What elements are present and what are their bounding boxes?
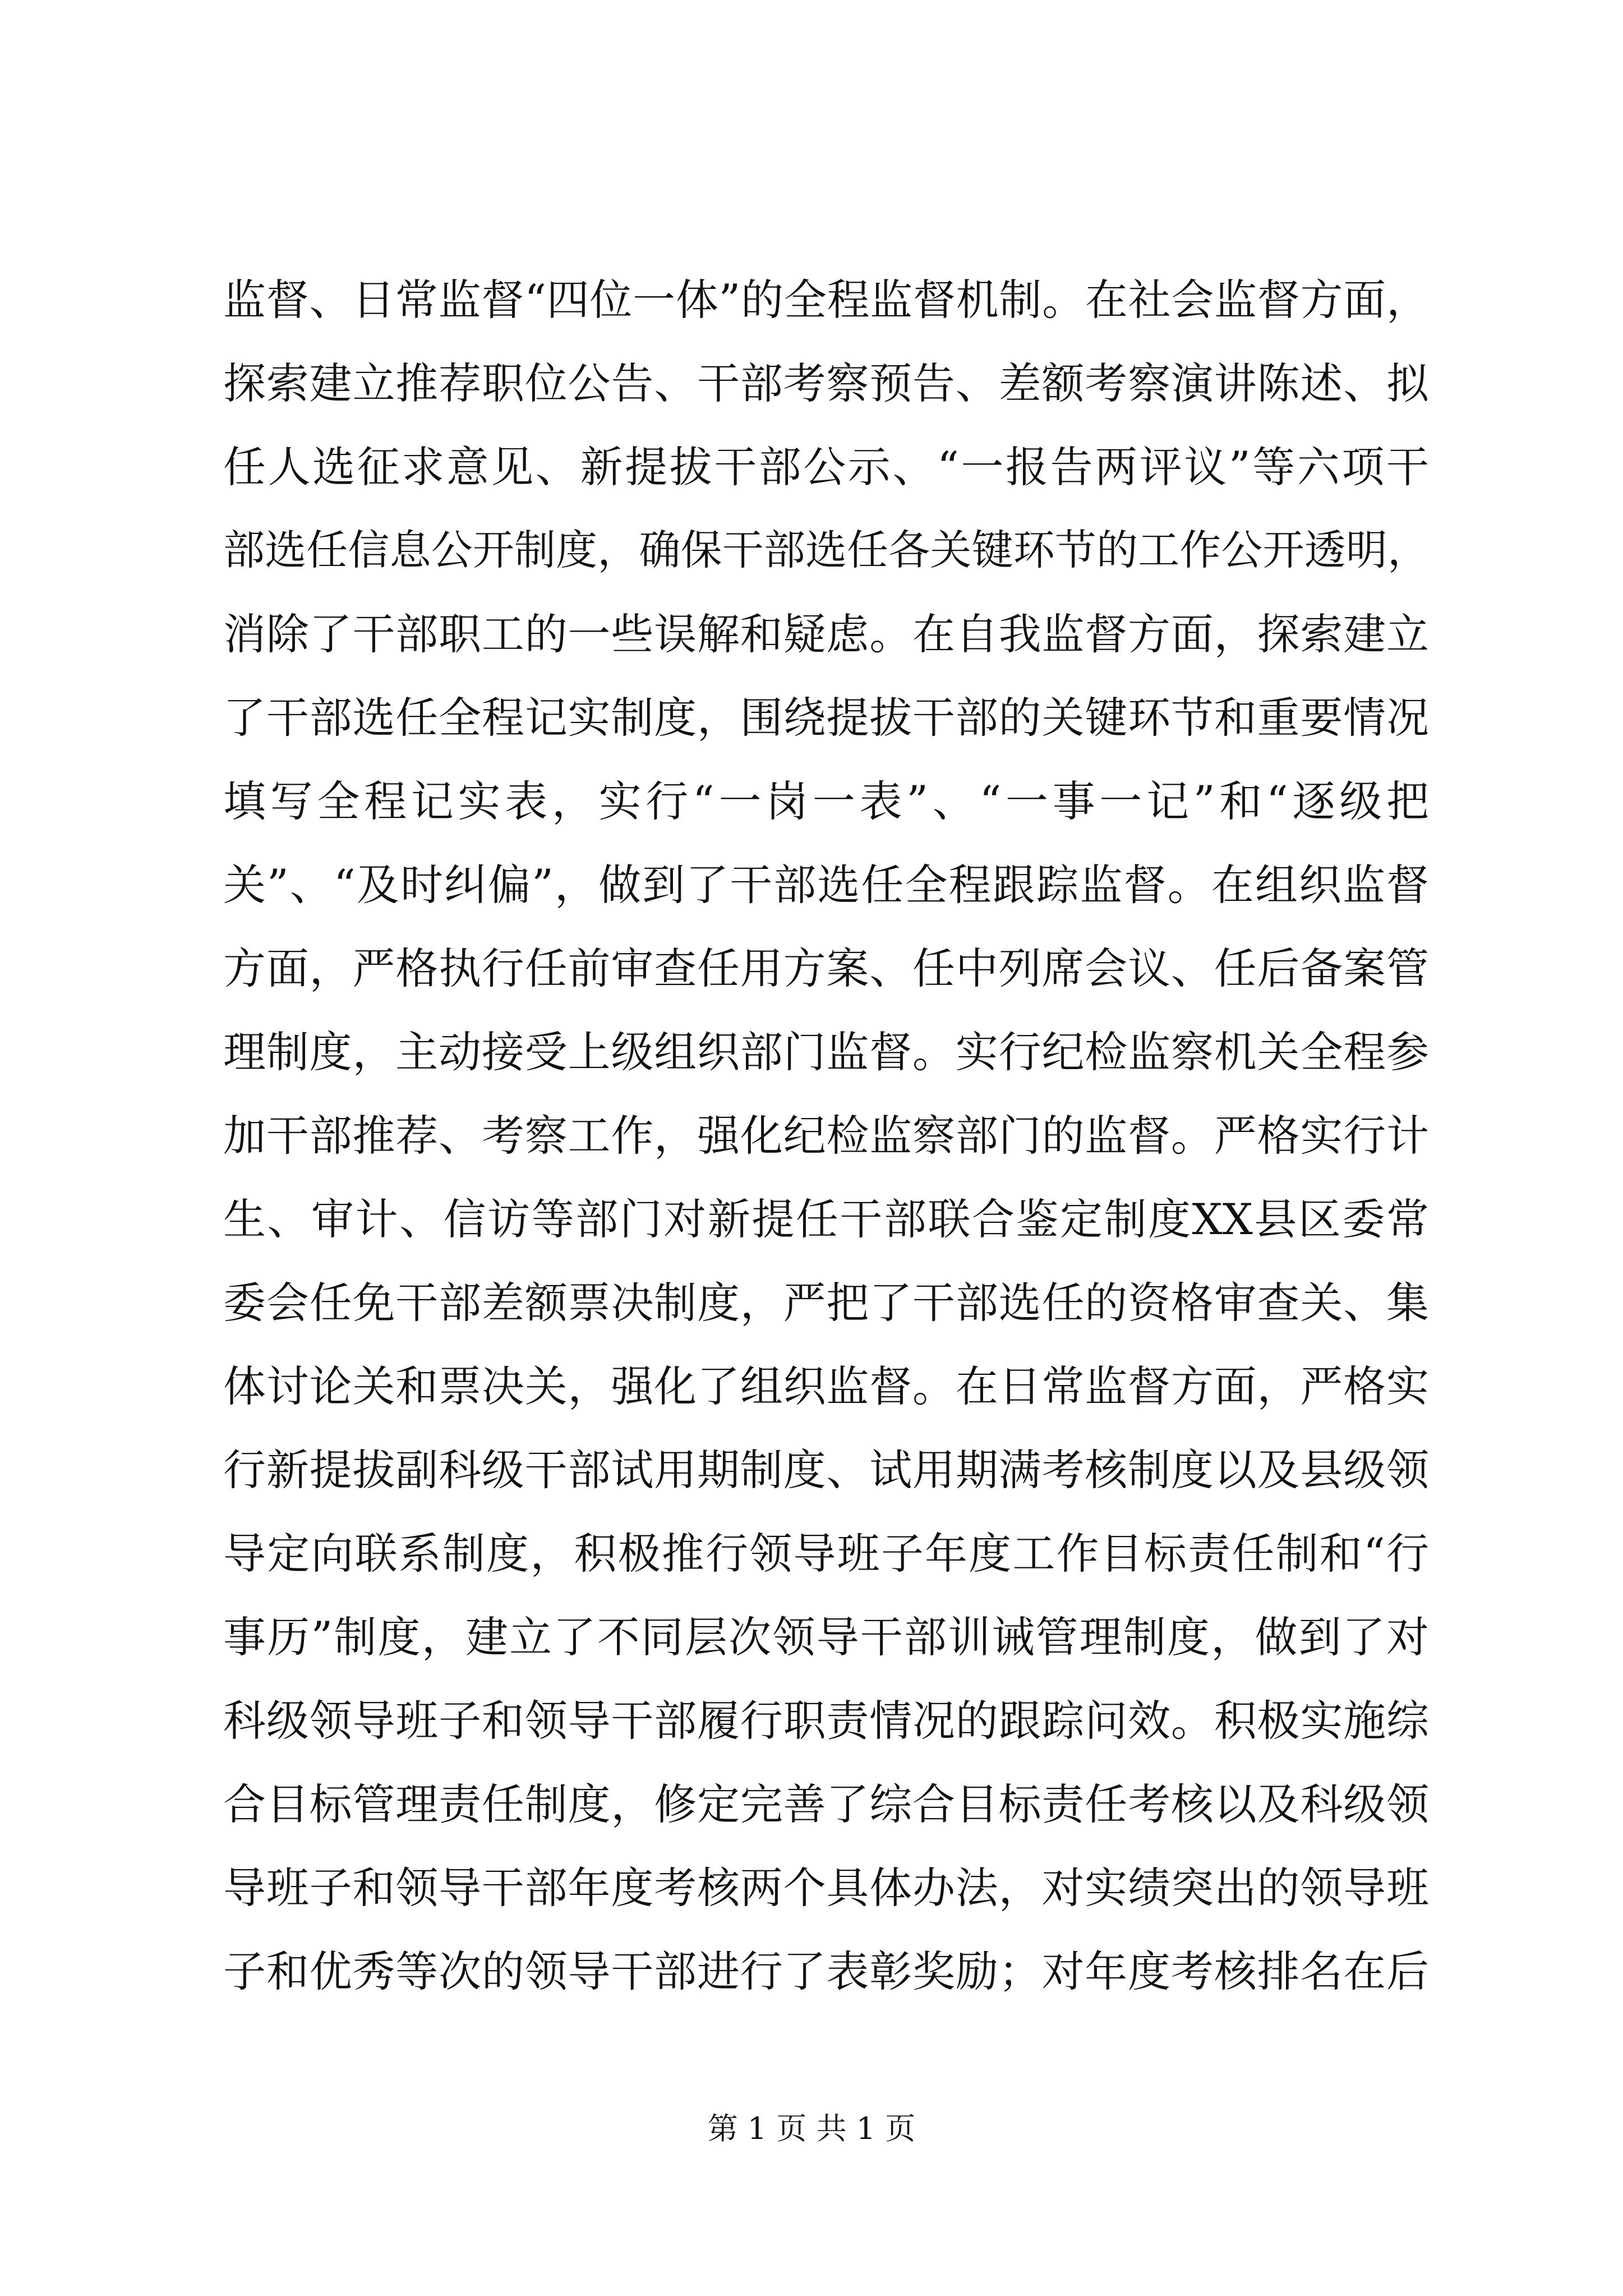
text-line: 导班子和领导干部年度考核两个具体办法，对实绩突出的领导班 [223,1863,1429,1913]
text-line: 关”、“及时纠偏”，做到了干部选任全程跟踪监督。在组织监督 [223,860,1429,910]
text-line: 加干部推荐、考察工作，强化纪检监察部门的监督。严格实行计 [223,1111,1429,1161]
text-line: 行新提拔副科级干部试用期制度、试用期满考核制度以及县级领 [223,1445,1429,1495]
text-line: 导定向联系制度，积极推行领导班子年度工作目标责任制和“行 [223,1529,1429,1579]
text-line: 了干部选任全程记实制度，围绕提拔干部的关键环节和重要情况 [223,693,1429,743]
text-line: 填写全程记实表，实行“一岗一表”、“一事一记”和“逐级把 [223,776,1429,826]
text-line: 理制度，主动接受上级组织部门监督。实行纪检监察机关全程参 [223,1027,1429,1077]
document-body [223,258,1429,2013]
text-line: 探索建立推荐职位公告、干部考察预告、差额考察演讲陈述、拟 [223,358,1429,408]
text-line: 任人选征求意见、新提拔干部公示、“一报告两评议”等六项干 [223,442,1429,492]
text-line: 事历”制度，建立了不同层次领导干部训诫管理制度，做到了对 [223,1612,1429,1662]
text-line: 监督、日常监督“四位一体”的全程监督机制。在社会监督方面， [223,275,1429,325]
text-line: 部选任信息公开制度，确保干部选任各关键环节的工作公开透明， [223,526,1429,574]
text-line: 科级领导班子和领导干部履行职责情况的跟踪问效。积极实施综 [223,1696,1429,1746]
text-line: 委会任免干部差额票决制度，严把了干部选任的资格审查关、集 [223,1278,1429,1328]
text-line: 合目标管理责任制度，修定完善了综合目标责任考核以及科级领 [223,1779,1429,1829]
text-line: 方面，严格执行任前审查任用方案、任中列席会议、任后备案管 [223,944,1429,993]
text-line: 子和优秀等次的领导干部进行了表彰奖励；对年度考核排名在后 [223,1947,1429,1996]
text-line: 体讨论关和票决关，强化了组织监督。在日常监督方面，严格实 [223,1361,1429,1411]
text-line: 消除了干部职工的一些误解和疑虑。在自我监督方面，探索建立 [223,609,1429,659]
text-line: 生、审计、信访等部门对新提任干部联合鉴定制度XX县区委常 [223,1194,1429,1244]
page-number-footer: 第 1 页 共 1 页 [707,2111,916,2146]
